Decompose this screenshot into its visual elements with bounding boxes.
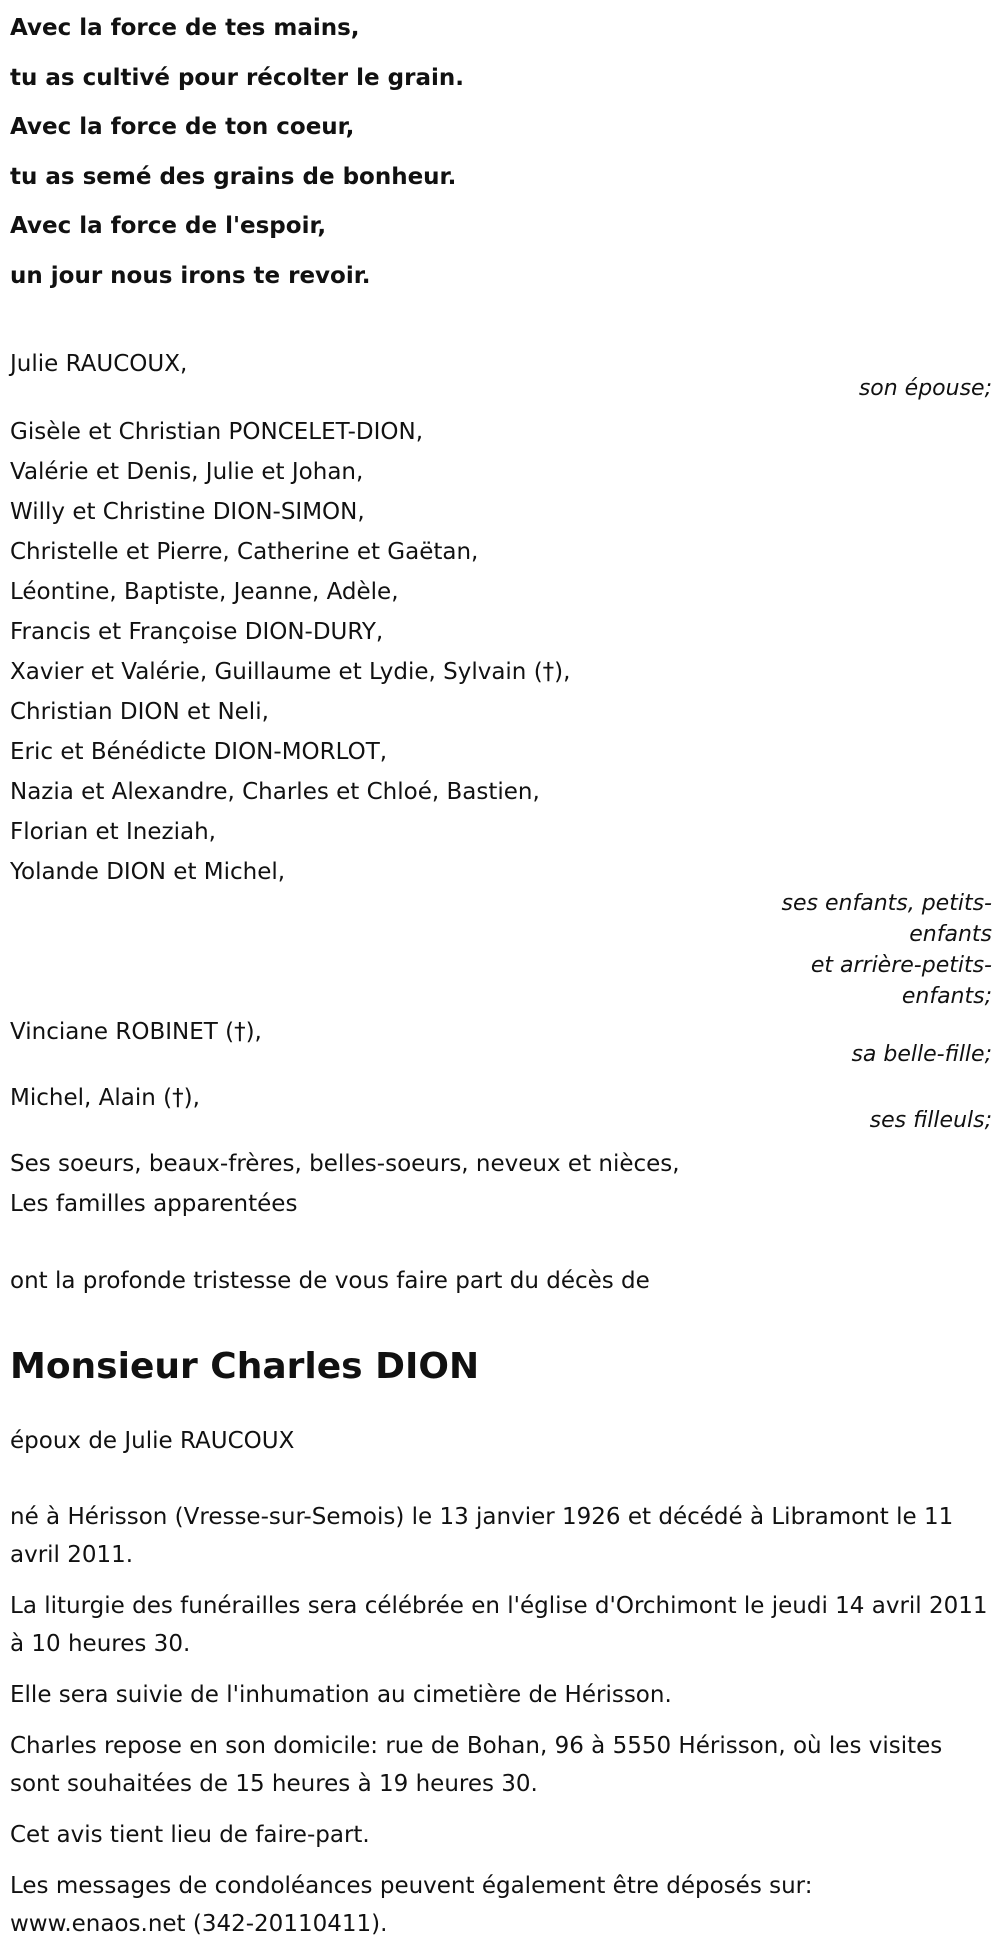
deceased-name: Monsieur Charles DION [10, 1346, 480, 1387]
godchildren-name: Michel, Alain (†), [10, 1085, 200, 1111]
poem-line: Avec la force de tes mains, [10, 15, 360, 41]
family-line: Christian DION et Neli, [10, 699, 269, 725]
family-line: Nazia et Alexandre, Charles et Chloé, Bastien, [10, 779, 540, 805]
daughter-in-law-block [10, 1012, 1000, 1070]
visitation-paragraph: Charles repose en son domicile: rue de Bohan, 96 à 5550 Hérisson, où les visites sont souhaitées de 15 heures à 19 heures 30. [10, 1733, 943, 1797]
family-line: Xavier et Valérie, Guillaume et Lydie, Sylvain (†), [10, 659, 571, 685]
family-line: Willy et Christine DION-SIMON, [10, 499, 365, 525]
funeral-paragraph: La liturgie des funérailles sera célébrée en l'église d'Orchimont le jeudi 14 avril 2011 à 10 heures 30. [10, 1593, 988, 1657]
children-role [10, 888, 992, 1012]
others-line: Ses soeurs, beaux-frères, belles-soeurs, neveux et nièces, [10, 1151, 680, 1177]
children-role-line: et arrière-petits- [810, 953, 992, 978]
children-role-line: ses enfants, petits- [781, 891, 992, 916]
family-line: Valérie et Denis, Julie et Johan, [10, 459, 364, 485]
others-block [10, 1144, 1000, 1224]
family-line: Yolande DION et Michel, [10, 859, 286, 885]
godchildren-role: ses filleuls; [869, 1108, 992, 1133]
daughter-in-law-name: Vinciane ROBINET (†), [10, 1019, 262, 1045]
announcement: ont la profonde tristesse de vous faire part du décès de [10, 1268, 650, 1294]
poem-line: tu as semé des grains de bonheur. [10, 163, 457, 190]
condolences-paragraph: Les messages de condoléances peuvent également être déposés sur: www.enaos.net (342-20110411). [10, 1873, 813, 1937]
family-line: Eric et Bénédicte DION-MORLOT, [10, 739, 388, 765]
spouse-block [10, 344, 1000, 404]
poem-line: Avec la force de l'espoir, [10, 213, 327, 239]
poem-line: Avec la force de ton coeur, [10, 114, 355, 140]
children-block [10, 412, 1000, 1012]
spouse-of: époux de Julie RAUCOUX [10, 1428, 295, 1454]
poem-line: tu as cultivé pour récolter le grain. [10, 64, 464, 91]
family-line: Christelle et Pierre, Catherine et Gaëtan, [10, 539, 479, 565]
family-line: Gisèle et Christian PONCELET-DION, [10, 419, 424, 445]
family-line: Florian et Ineziah, [10, 819, 216, 845]
birth-death-paragraph: né à Hérisson (Vresse-sur-Semois) le 13 janvier 1926 et décédé à Libramont le 11 avril 2011. [10, 1504, 954, 1568]
notice-paragraph: Cet avis tient lieu de faire-part. [10, 1822, 370, 1848]
family-line: Francis et Françoise DION-DURY, [10, 619, 384, 645]
poem [10, 0, 1000, 301]
spouse-role: son épouse; [858, 376, 992, 401]
others-line: Les familles apparentées [10, 1191, 298, 1217]
spouse-name: Julie RAUCOUX, [10, 351, 188, 377]
poem-line: un jour nous irons te revoir. [10, 262, 371, 289]
family-line: Léontine, Baptiste, Jeanne, Adèle, [10, 579, 399, 605]
children-role-line: enfants [909, 922, 992, 947]
burial-paragraph: Elle sera suivie de l'inhumation au cimetière de Hérisson. [10, 1682, 672, 1708]
daughter-in-law-role: sa belle-fille; [851, 1042, 992, 1067]
children-role-line: enfants; [901, 984, 992, 1009]
details-block [10, 1498, 1000, 1943]
godchildren-block [10, 1078, 1000, 1136]
